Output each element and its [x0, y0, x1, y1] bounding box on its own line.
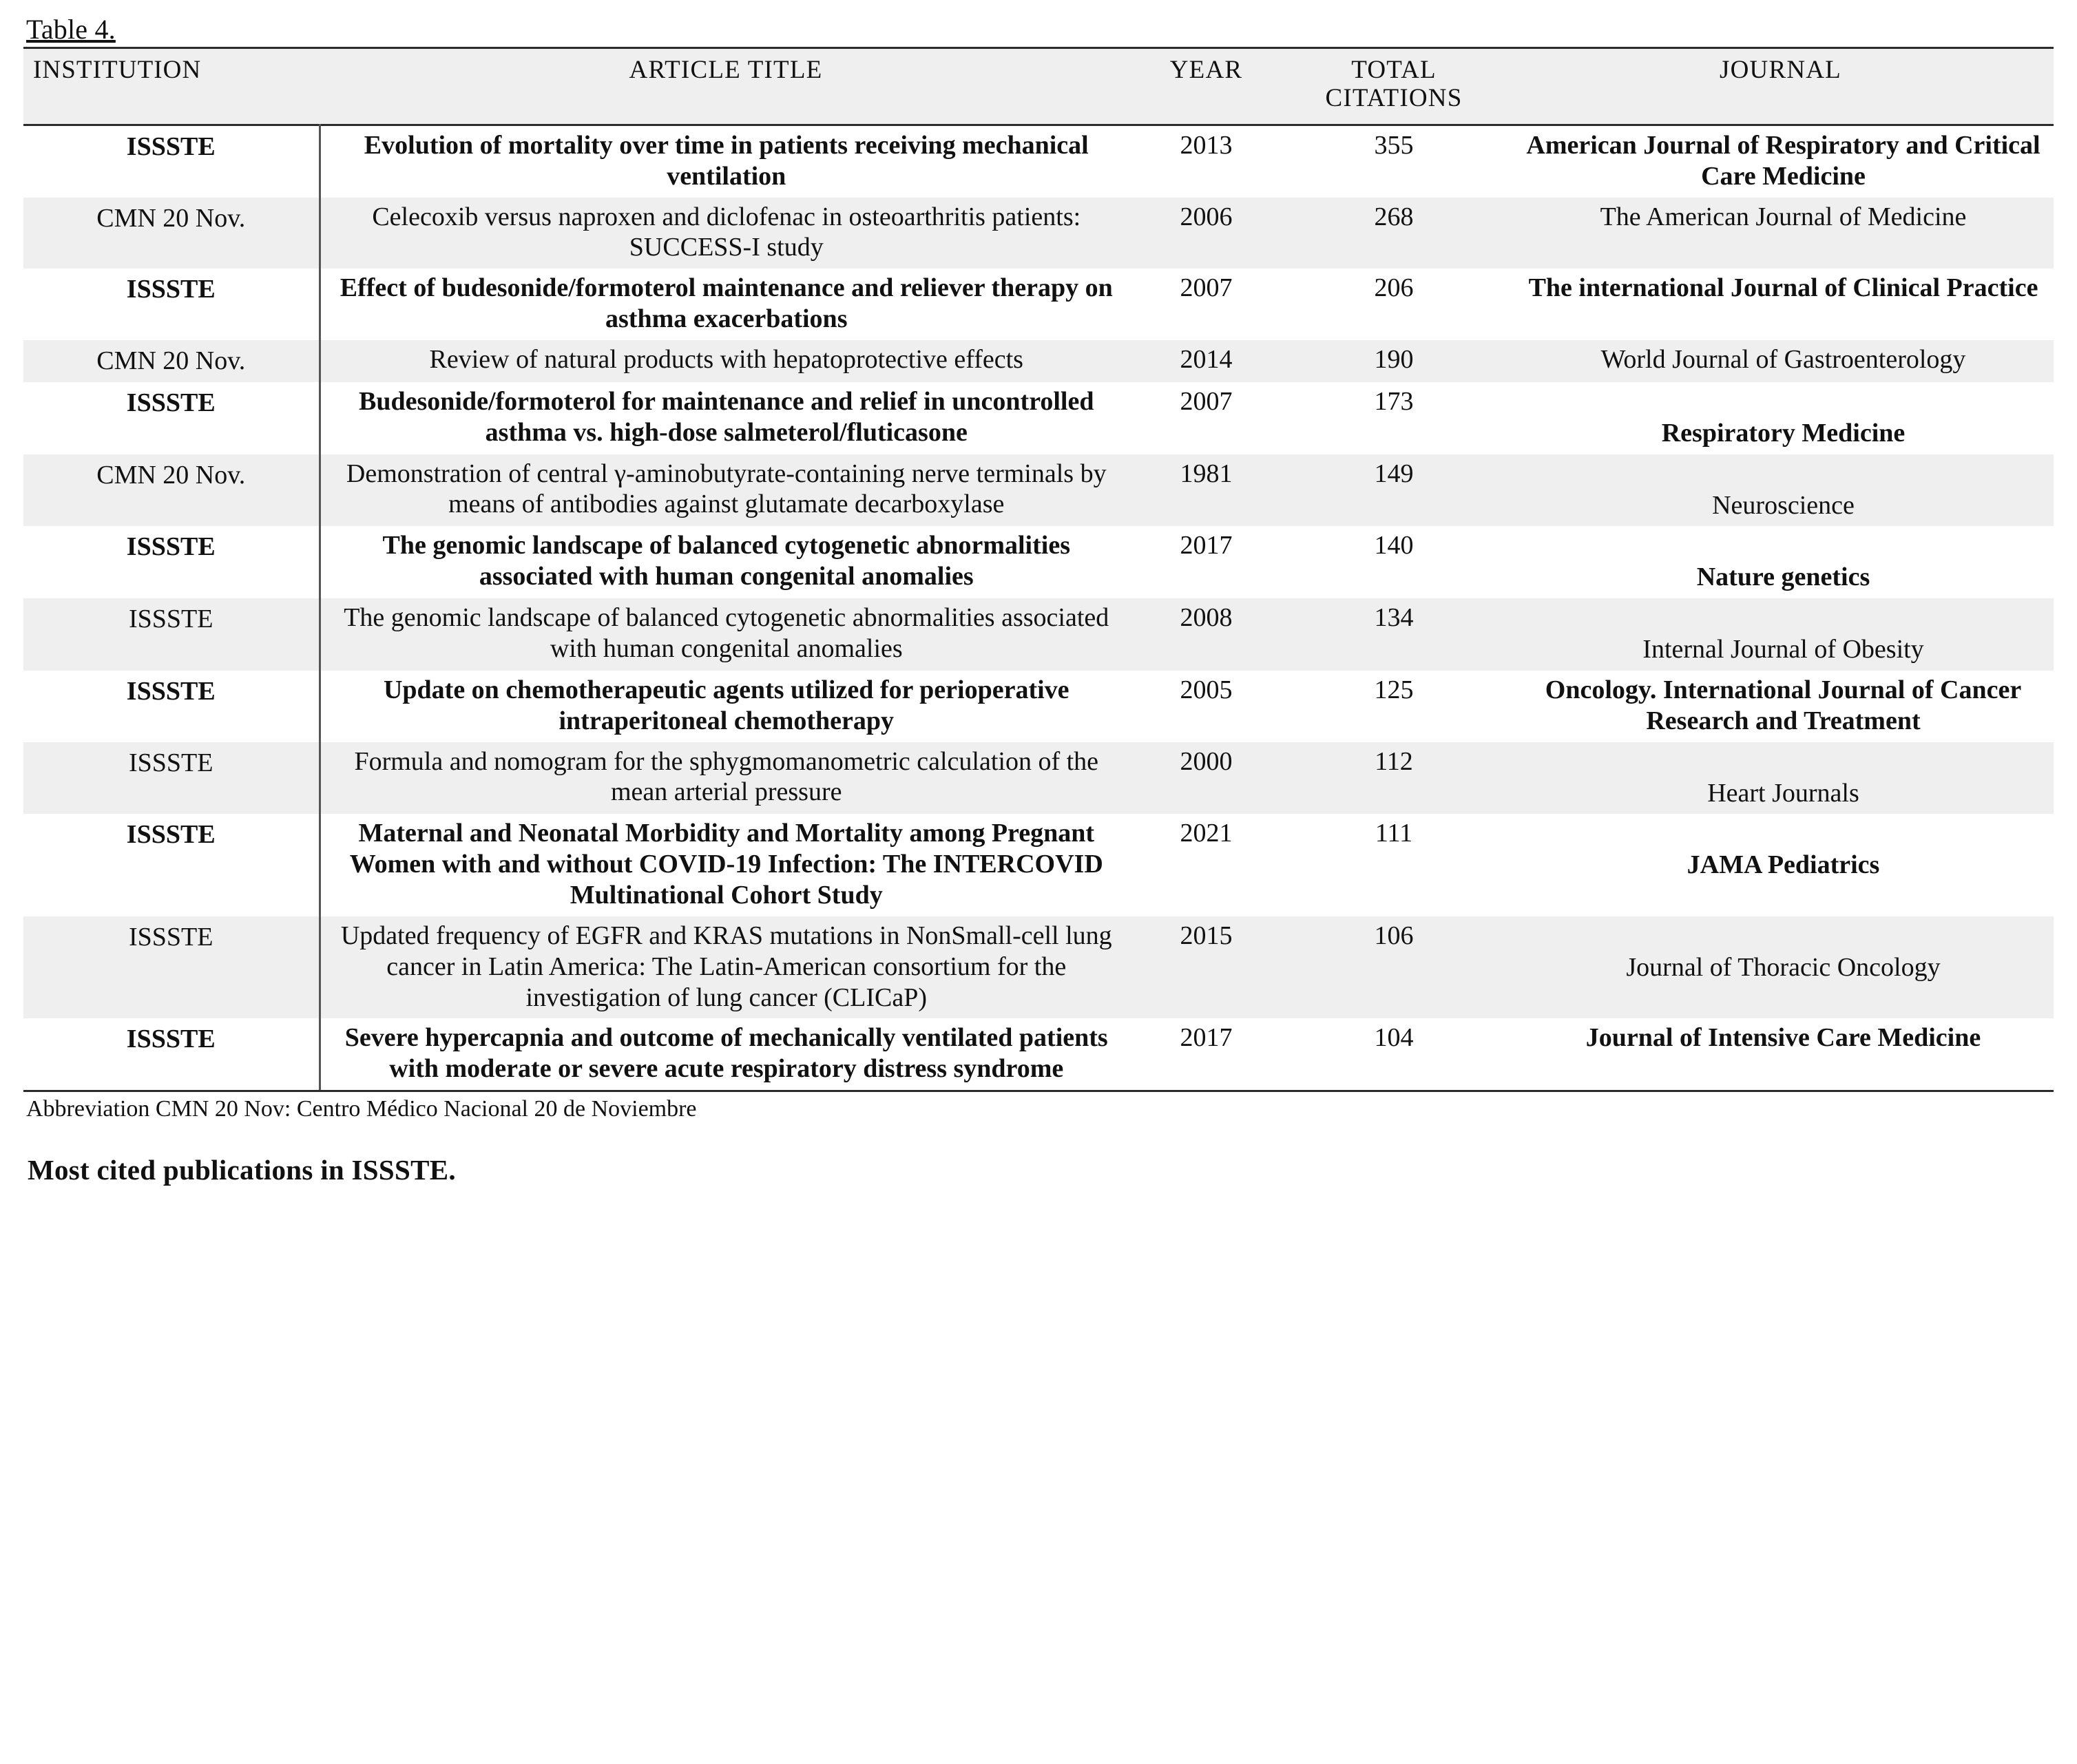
cell-journal: [1507, 382, 2054, 454]
cell-year: 2014: [1132, 340, 1280, 382]
cell-year: 2006: [1132, 198, 1280, 269]
cell-year: 2017: [1132, 1018, 1280, 1090]
cell-title: Update on chemotherapeutic agents utilized for perioperative intraperitoneal chemotherapy: [320, 671, 1132, 742]
cell-title: Maternal and Neonatal Morbidity and Mortality among Pregnant Women with and without COVID-19 Infection: The INTERCOVID Multinational Cohort Study: [320, 814, 1132, 916]
cell-institution: ISSSTE: [23, 382, 320, 454]
cell-citations: 106: [1280, 916, 1507, 1018]
cell-journal: [1507, 340, 2054, 382]
cell-institution: ISSSTE: [23, 814, 320, 916]
cell-year: 2015: [1132, 916, 1280, 1018]
cell-year: 2007: [1132, 269, 1280, 340]
journal-text: The American Journal of Medicine: [1600, 202, 1967, 231]
table-row: [23, 340, 2054, 382]
cell-journal: [1507, 742, 2054, 815]
cell-title: Formula and nomogram for the sphygmomanometric calculation of the mean arterial pressure: [320, 742, 1132, 815]
cell-title: Effect of budesonide/formoterol maintenance and reliever therapy on asthma exacerbations: [320, 269, 1132, 340]
cell-citations: 134: [1280, 598, 1507, 671]
cell-citations: 104: [1280, 1018, 1507, 1090]
cell-year: 1981: [1132, 454, 1280, 527]
cell-citations: 140: [1280, 526, 1507, 598]
table-row: [23, 526, 2054, 598]
column-header-total-citations-line1: TOTAL: [1351, 56, 1437, 84]
cell-journal: [1507, 671, 2054, 742]
cell-citations: 111: [1280, 814, 1507, 916]
column-header-year: YEAR: [1132, 48, 1280, 125]
cell-institution: ISSSTE: [23, 1018, 320, 1090]
cell-institution: CMN 20 Nov.: [23, 340, 320, 382]
abbreviation-note: Abbreviation CMN 20 Nov: Centro Médico Nacional 20 de Noviembre: [23, 1090, 2054, 1122]
cell-journal: [1507, 598, 2054, 671]
cell-citations: 112: [1280, 742, 1507, 815]
column-header-total-citations: [1280, 48, 1507, 125]
cell-year: 2017: [1132, 526, 1280, 598]
cell-title: Celecoxib versus naproxen and diclofenac in osteoarthritis patients: SUCCESS-I study: [320, 198, 1132, 269]
cell-year: 2000: [1132, 742, 1280, 815]
cell-year: 2021: [1132, 814, 1280, 916]
cell-journal: [1507, 454, 2054, 527]
journal-text: Neuroscience: [1712, 490, 1855, 520]
table-row: [23, 742, 2054, 815]
cell-institution: ISSSTE: [23, 526, 320, 598]
cell-title: Review of natural products with hepatoprotective effects: [320, 340, 1132, 382]
column-header-total-citations-line2: CITATIONS: [1325, 84, 1463, 113]
column-header-journal: JOURNAL: [1507, 48, 2054, 125]
cell-institution: ISSSTE: [23, 598, 320, 671]
table-row: [23, 269, 2054, 340]
cell-title: Severe hypercapnia and outcome of mechanically ventilated patients with moderate or severe acute respiratory distress syndrome: [320, 1018, 1132, 1090]
cell-institution: ISSSTE: [23, 916, 320, 1018]
cell-journal: [1507, 526, 2054, 598]
table-row: [23, 1018, 2054, 1090]
cell-journal: [1507, 269, 2054, 340]
cell-citations: 173: [1280, 382, 1507, 454]
cell-institution: ISSSTE: [23, 742, 320, 815]
cell-year: 2008: [1132, 598, 1280, 671]
table-body: [23, 125, 2054, 1090]
cell-institution: ISSSTE: [23, 671, 320, 742]
cell-title: Evolution of mortality over time in patients receiving mechanical ventilation: [320, 125, 1132, 197]
cell-citations: 355: [1280, 125, 1507, 197]
journal-text: Nature genetics: [1696, 563, 1870, 592]
cell-citations: 125: [1280, 671, 1507, 742]
cell-journal: [1507, 1018, 2054, 1090]
cell-journal: [1507, 814, 2054, 916]
journal-text: JAMA Pediatrics: [1687, 850, 1880, 880]
cell-citations: 268: [1280, 198, 1507, 269]
cell-year: 2007: [1132, 382, 1280, 454]
journal-text: Journal of Intensive Care Medicine: [1585, 1023, 1981, 1053]
journal-text: American Journal of Respiratory and Critical Care Medicine: [1526, 130, 2041, 191]
cell-journal: [1507, 125, 2054, 197]
journal-text: Journal of Thoracic Oncology: [1626, 952, 1941, 982]
cell-journal: [1507, 198, 2054, 269]
column-header-article-title: ARTICLE TITLE: [320, 48, 1132, 125]
journal-text: The international Journal of Clinical Practice: [1528, 273, 2038, 303]
cell-title: Demonstration of central γ-aminobutyrate-containing nerve terminals by means of antibodies against glutamate decarboxylase: [320, 454, 1132, 527]
journal-text: Internal Journal of Obesity: [1642, 635, 1924, 664]
column-header-institution: INSTITUTION: [23, 48, 320, 125]
cell-title: The genomic landscape of balanced cytogenetic abnormalities associated with human congenital anomalies: [320, 598, 1132, 671]
cell-title: Updated frequency of EGFR and KRAS mutations in NonSmall-cell lung cancer in Latin America: The Latin-American consortium for the investigation of lung cancer (CLICaP): [320, 916, 1132, 1018]
cell-year: 2005: [1132, 671, 1280, 742]
cell-journal: [1507, 916, 2054, 1018]
cell-institution: ISSSTE: [23, 125, 320, 197]
cell-title: The genomic landscape of balanced cytogenetic abnormalities associated with human congenital anomalies: [320, 526, 1132, 598]
cell-institution: CMN 20 Nov.: [23, 198, 320, 269]
table-row: [23, 916, 2054, 1018]
table-caption: Most cited publications in ISSSTE.: [28, 1154, 456, 1186]
cell-citations: 190: [1280, 340, 1507, 382]
table-row: [23, 454, 2054, 527]
cell-institution: CMN 20 Nov.: [23, 454, 320, 527]
cell-citations: 206: [1280, 269, 1507, 340]
cell-year: 2013: [1132, 125, 1280, 197]
table-label: Table 4.: [26, 14, 116, 45]
table-row: [23, 671, 2054, 742]
most-cited-publications-table: [23, 47, 2054, 1090]
table-row: [23, 125, 2054, 197]
cell-citations: 149: [1280, 454, 1507, 527]
journal-text: Heart Journals: [1707, 778, 1859, 808]
table-row: [23, 598, 2054, 671]
cell-title: Budesonide/formoterol for maintenance and relief in uncontrolled asthma vs. high-dose salmeterol/fluticasone: [320, 382, 1132, 454]
table-row: [23, 198, 2054, 269]
cell-institution: ISSSTE: [23, 269, 320, 340]
table-row: [23, 382, 2054, 454]
table-row: [23, 814, 2054, 916]
table-header: [23, 48, 2054, 125]
journal-text: World Journal of Gastroenterology: [1600, 344, 1966, 374]
journal-text: Respiratory Medicine: [1661, 418, 1906, 448]
journal-text: Oncology. International Journal of Cancer Research and Treatment: [1545, 675, 2022, 735]
